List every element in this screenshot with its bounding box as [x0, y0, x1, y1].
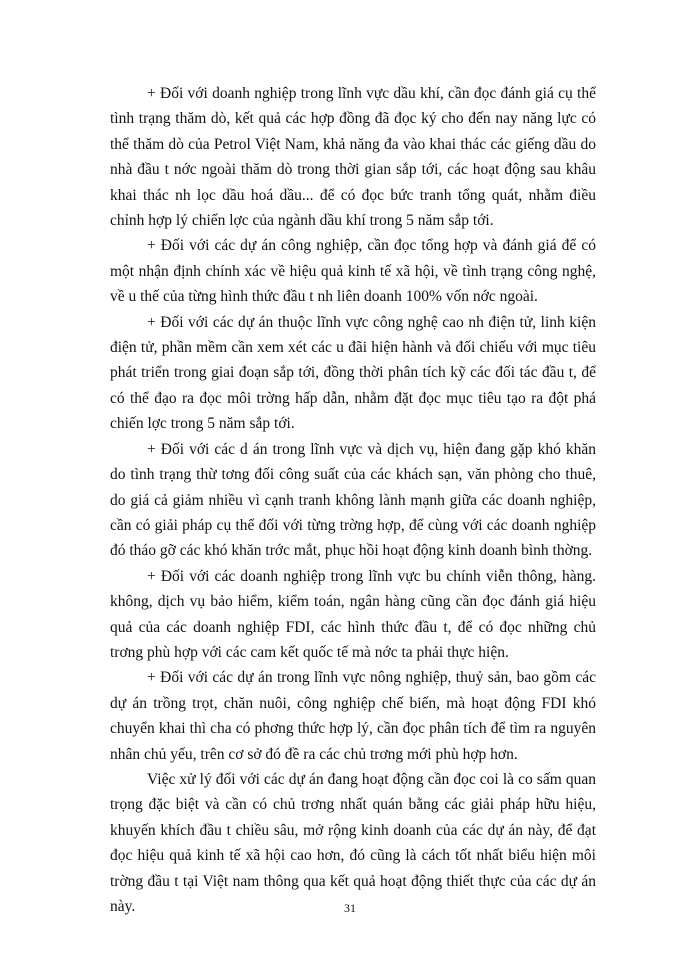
paragraph-industrial-projects: + Đối với các dự án công nghiệp, cần đọc tổng hợp và đánh giá để có một nhận định chính xác về hiệu quả kinh tế xã hội, về tình trạng công nghệ, về u thế của từng hình thức đầu t nh liên doanh 100% vốn nớc ngoài.: [110, 237, 596, 306]
paragraph-high-tech-projects: + Đối với các dự án thuộc lĩnh vực công nghệ cao nh điện tử, linh kiện điện tử, phần mềm cần xem xét các u đãi hiện hành và đối chiếu với mục tiêu phát triển trong giai đoạn sắp tới, đồng thời phân tích kỹ các đối tác đầu t, để có thể đạo ra đọc môi trờng hấp dẫn, nhằm đặt đọc mục tiêu tạo ra đột phá chiến lợc trong 5 năm sắp tới.: [110, 313, 596, 433]
paragraph-service-projects: + Đối với các d án trong lĩnh vực và dịch vụ, hiện đang gặp khó khăn do tình trạng thừ tơng đối công suất của các khách sạn, văn phòng cho thuê, do giá cả giảm nhiều vì cạnh tranh không lành mạnh giữa các doanh nghiệp, cần có giải pháp cụ thể đối với từng trờng hợp, để cùng với các doanh nghiệp đó tháo gỡ các khó khăn trớc mắt, phục hồi hoạt động kinh doanh bình thờng.: [110, 440, 596, 560]
paragraph-agriculture: + Đối với các dự án trong lĩnh vực nông nghiệp, thuỷ sản, bao gồm các dự án trồng trọt, chăn nuôi, công nghiệp chế biến, mà hoạt động FDI khó chuyển khai thì cha có phơng thức hợp lý, cần đọc phân tích để tìm ra nguyên nhân chủ yếu, trên cơ sở đó đề ra các chủ trơng mới phù hợp hơn.: [110, 669, 596, 763]
paragraph-telecom-finance: + Đối với các doanh nghiệp trong lĩnh vực bu chính viễn thông, hàng. không, dịch vụ bảo hiểm, kiểm toán, ngân hàng cũng cần đọc đánh giá hiệu quả của các doanh nghiệp FDI, các hình thức đầu t, để có đọc những chủ trơng phù hợp với các cam kết quốc tế mà nớc ta phải thực hiện.: [110, 567, 596, 661]
paragraph-oil-gas: + Đối với doanh nghiệp trong lĩnh vực dầu khí, cần đọc đánh giá cụ thể tình trạng thăm dò, kết quả các hợp đồng đã đọc ký cho đến nay năng lực có thể thăm dò của Petrol Việt Nam, khả năng đa vào khai thác các giếng dầu do nhà đầu t nớc ngoài thăm dò trong thời gian sắp tới, các hoạt động sau khâu khai thác nh lọc dầu hoá dầu... để có đọc bức tranh tổng quát, nhằm điều chỉnh hợp lý chiến lợc của ngành dầu khí trong 5 năm sắp tới.: [110, 85, 596, 230]
page-number: 31: [344, 901, 356, 915]
document-page: [110, 81, 596, 919]
paragraph-conclusion: Việc xử lý đối với các dự án đang hoạt động cần đọc coi là co sấm quan trọng đặc biệt và cần có chủ trơng nhất quán bằng các giải pháp hữu hiệu, khuyến khích đầu t chiều sâu, mở rộng kinh doanh của các dự án này, để đạt đọc hiệu quả kinh tế xã hội cao hơn, đó cũng là cách tốt nhất biểu hiện môi trờng đầu t tại Việt nam thông qua kết quả hoạt động thiết thực của các dự án này.: [110, 770, 596, 915]
